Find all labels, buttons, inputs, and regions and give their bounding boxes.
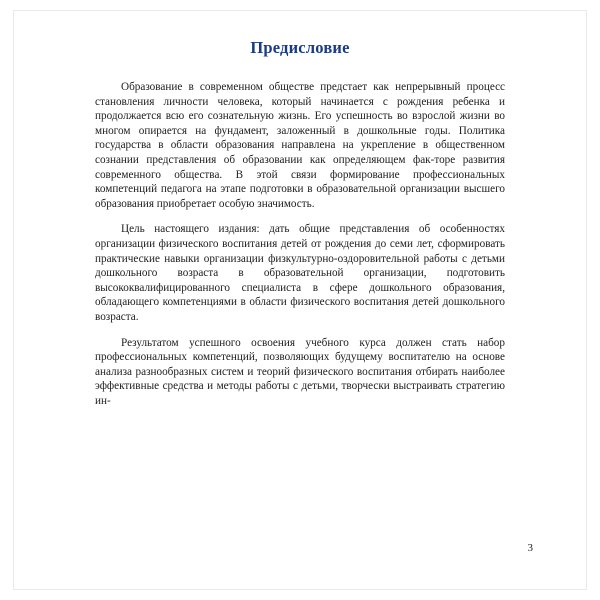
page-title: Предисловие (250, 38, 350, 57)
page-number: 3 (527, 542, 533, 554)
page-content (95, 38, 505, 408)
paragraph-3: Результатом успешного освоения учебного курса должен стать набор профессиональных компетенций, позволяющих будущему воспитателю на основе анализа разнообразных систем и теорий физического воспитания отбирать наиболее эффективные средства и методы работы с детьми, творчески выстраивать стратегию ин- (95, 336, 505, 407)
paragraph-2: Цель настоящего издания: дать общие представления об особенностях организации физического воспитания детей от рождения до семи лет, сформировать практические навыки организации физкультурно-оздоровительной работы с детьми дошкольного возраста в образовательной организации, подготовить высококвалифицированного специалиста в сфере дошкольного образования, обладающего компетенциями в области физического воспитания детей дошкольного возраста. (95, 223, 505, 323)
paragraph-1: Образование в современном обществе предстает как непрерывный процесс становления личности человека, который начинается с рождения ребенка и продолжается всю его сознательную жизнь. Его успешность во взрослой жизни во многом опирается на фундамент, заложенный в дошкольные годы. Политика государства в области образования направлена на укрепление в общественном сознании представления об образовании как определяющем фак-торе развития современного общества. В этой связи формирование профессиональных компетенций педагога на этапе подготовки в образовательной организации высшего образования приобретает особую значимость. (95, 81, 505, 210)
